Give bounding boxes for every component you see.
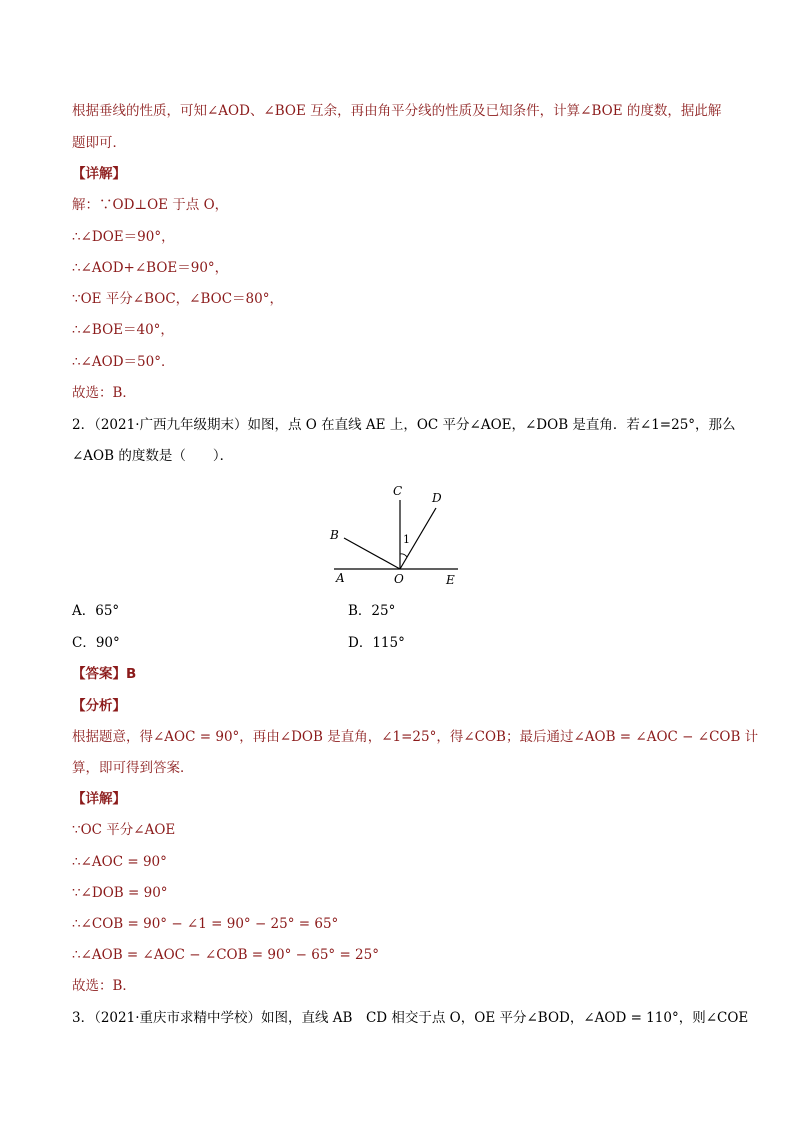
q2-geometry-figure xyxy=(320,478,470,590)
q2-analysis-line2: 算，即可得到答案． xyxy=(72,760,194,776)
q2-stem-line2: ∠AOB 的度数是（ ）． xyxy=(72,448,234,464)
q1-answer-choice: 故选：B． xyxy=(72,385,136,401)
q2-detail-label: 【详解】 xyxy=(72,791,126,807)
q2-analysis-line1: 根据题意，得∠AOC = 90°，再由∠DOB 是直角，∠1=25°，得∠COB；最后通过∠AOB = ∠AOC − ∠COB 计 xyxy=(72,729,759,745)
q2-option-b: B．25° xyxy=(348,603,396,619)
label-O: O xyxy=(394,572,404,586)
q3-stem: 3．（2021·重庆市求精中学校）如图，直线 AB CD 相交于点 O，OE 平分∠BOD，∠AOD = 110°，则∠COE xyxy=(72,1010,749,1026)
q2-step-3: ∵∠DOB = 90° xyxy=(72,885,168,901)
q1-step-6: ∴∠AOD＝50°． xyxy=(72,354,175,370)
label-A: A xyxy=(336,571,345,585)
label-E: E xyxy=(446,573,455,587)
label-angle-1: 1 xyxy=(403,533,410,546)
q1-step-2: ∴∠DOE＝90°， xyxy=(72,229,175,245)
q1-detail-label: 【详解】 xyxy=(72,166,126,182)
label-B: B xyxy=(330,528,339,542)
q2-option-c: C．90° xyxy=(72,635,120,651)
q2-step-5: ∴∠AOB = ∠AOC − ∠COB = 90° − 65° = 25° xyxy=(72,947,379,963)
label-D: D xyxy=(432,491,442,505)
q2-stem-line1: 2．（2021·广西九年级期末）如图，点 O 在直线 AE 上，OC 平分∠AOE，∠DOB 是直角．若∠1=25°，那么 xyxy=(72,417,736,433)
ray-OB xyxy=(344,538,400,569)
q1-analysis-line2: 题即可． xyxy=(72,135,126,151)
q2-analysis-label: 【分析】 xyxy=(72,698,126,714)
angle-1-arc xyxy=(400,554,407,557)
q2-step-4: ∴∠COB = 90° − ∠1 = 90° − 25° = 65° xyxy=(72,916,339,932)
q1-step-3: ∴∠AOD+∠BOE＝90°， xyxy=(72,260,229,276)
q2-option-d: D．115° xyxy=(348,635,405,651)
q1-step-4: ∵OE 平分∠BOC，∠BOC＝80°， xyxy=(72,291,283,307)
q2-option-a: A．65° xyxy=(72,603,120,619)
label-C: C xyxy=(393,484,403,498)
q2-step-1: ∵OC 平分∠AOE xyxy=(72,822,176,838)
q1-step-5: ∴∠BOE＝40°， xyxy=(72,322,174,338)
q2-step-2: ∴∠AOC = 90° xyxy=(72,854,167,870)
q2-answer: 【答案】B xyxy=(72,666,137,682)
q1-analysis-line1: 根据垂线的性质，可知∠AOD、∠BOE 互余，再由角平分线的性质及已知条件，计算∠BOE 的度数，据此解 xyxy=(72,103,722,119)
q1-step-1: 解：∵OD⊥OE 于点 O， xyxy=(72,197,229,213)
q2-answer-choice: 故选：B． xyxy=(72,978,136,994)
